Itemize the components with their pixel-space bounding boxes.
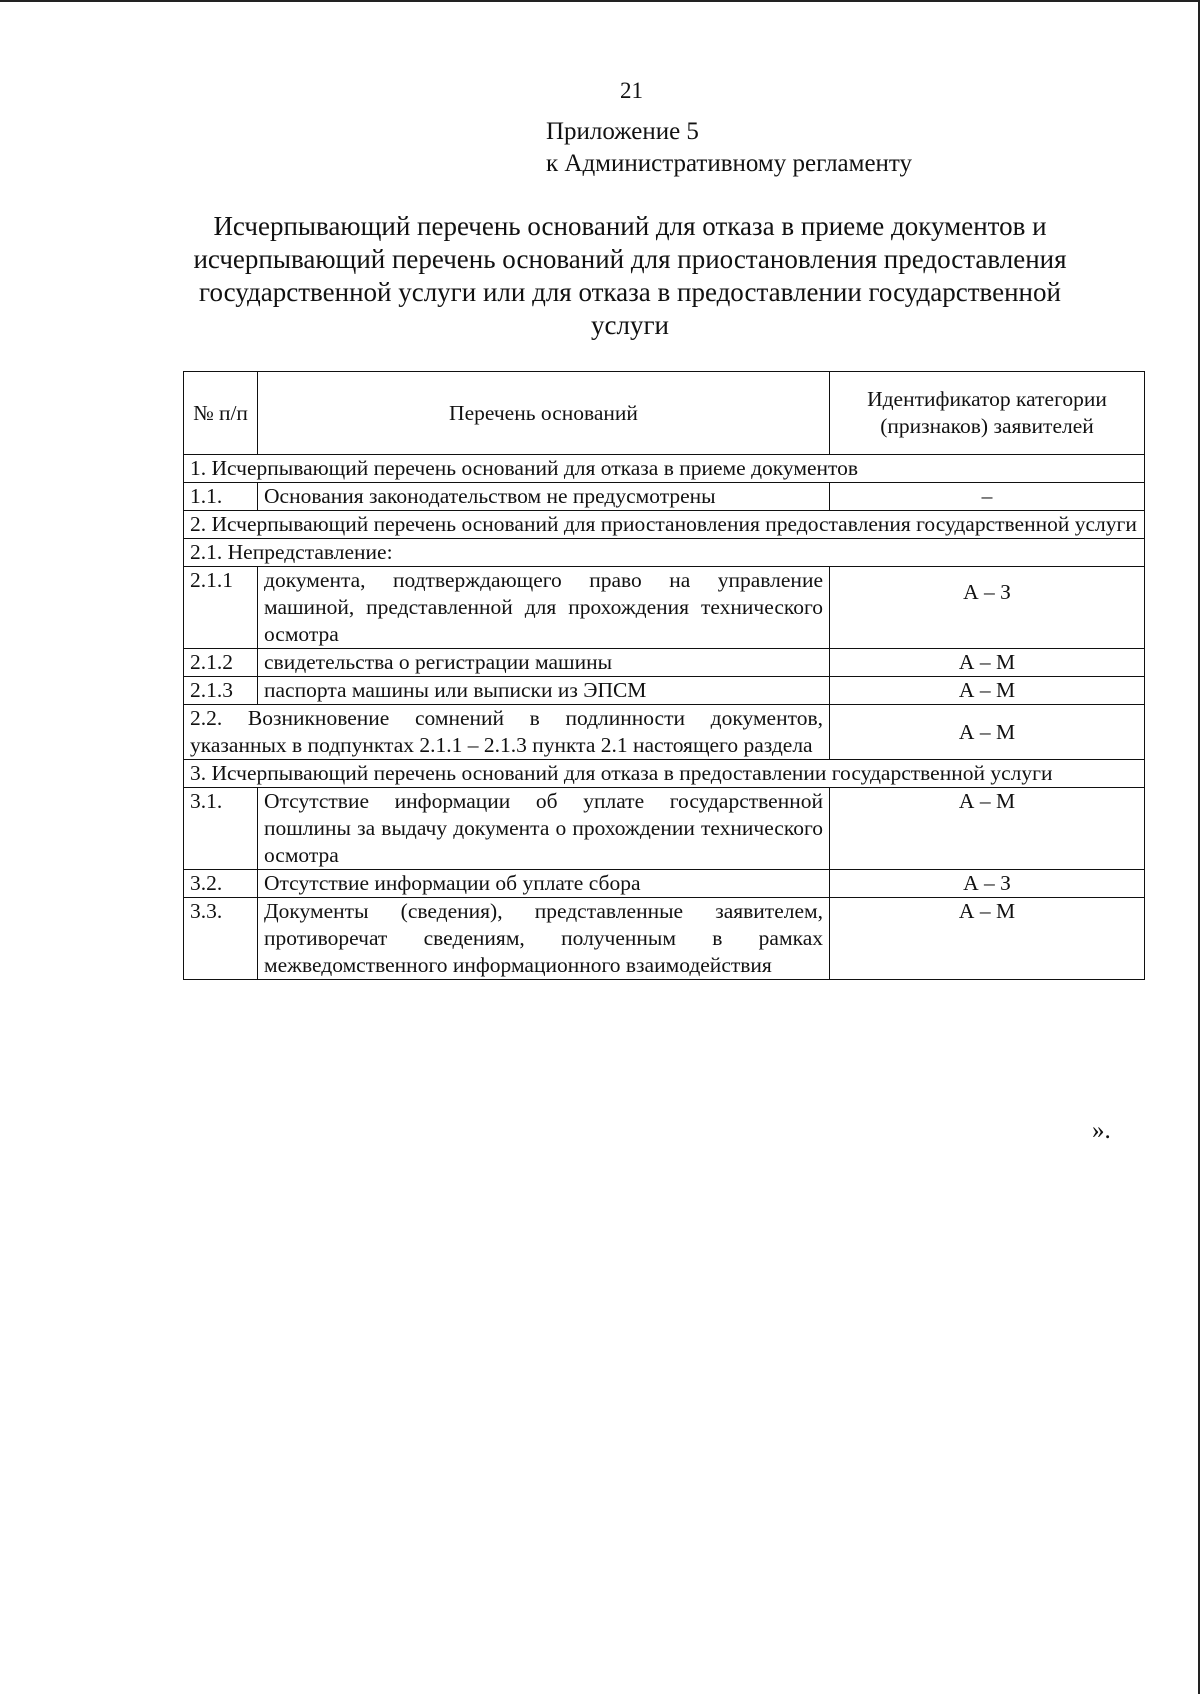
appendix-title: Приложение 5 xyxy=(546,118,699,145)
section-2-title: 2. Исчерпывающий перечень оснований для приостановления предоставления государственной услуги xyxy=(184,511,1145,539)
section-row xyxy=(184,455,1145,483)
row-num: 2.1.1 xyxy=(184,567,258,649)
row-reason: Документы (сведения), представленные заявителем, противоречат сведениям, полученным в рамках межведомственного информационного взаимодействия xyxy=(258,898,830,980)
row-category: А – З xyxy=(830,567,1145,649)
row-reason: документа, подтверждающего право на управление машиной, представленной для прохождения технического осмотра xyxy=(258,567,830,649)
row-category: А – М xyxy=(830,677,1145,705)
table-row xyxy=(184,705,1145,760)
page-number: 21 xyxy=(620,78,643,103)
row-num: 2.1.2 xyxy=(184,649,258,677)
grounds-table xyxy=(183,371,1145,980)
section-3-title: 3. Исчерпывающий перечень оснований для отказа в предоставлении государственной услуги xyxy=(184,760,1145,788)
row-reason: паспорта машины или выписки из ЭПСМ xyxy=(258,677,830,705)
row-category: – xyxy=(830,483,1145,511)
header-category: Идентификатор категории (признаков) заявителей xyxy=(830,372,1145,455)
section-1-title: 1. Исчерпывающий перечень оснований для отказа в приеме документов xyxy=(184,455,1145,483)
row-num: 3.2. xyxy=(184,870,258,898)
table-row xyxy=(184,788,1145,870)
table-row xyxy=(184,677,1145,705)
row-num: 2.1.3 xyxy=(184,677,258,705)
table-row xyxy=(184,898,1145,980)
header-num: № п/п xyxy=(184,372,258,455)
section-row xyxy=(184,511,1145,539)
closing-quote-mark: ». xyxy=(1092,1117,1111,1144)
appendix-subtitle: к Административному регламенту xyxy=(546,150,913,177)
document-heading: Исчерпывающий перечень оснований для отказа в приеме документов и исчерпывающий перечень оснований для приостановления предоставления государственной услуги или для отказа в предоставлении государственной услуги xyxy=(193,211,1067,340)
row-reason: свидетельства о регистрации машины xyxy=(258,649,830,677)
row-reason: Отсутствие информации об уплате государственной пошлины за выдачу документа о прохождении технического осмотра xyxy=(258,788,830,870)
table-row xyxy=(184,649,1145,677)
row-num: 1.1. xyxy=(184,483,258,511)
table-header-row xyxy=(184,372,1145,455)
table-row xyxy=(184,483,1145,511)
subsection-row xyxy=(184,539,1145,567)
scan-edge-top xyxy=(0,0,1200,2)
row-category: А – М xyxy=(830,898,1145,980)
row-category: А – М xyxy=(830,788,1145,870)
row-reason: Основания законодательством не предусмотрены xyxy=(258,483,830,511)
row-num: 3.3. xyxy=(184,898,258,980)
row-category: А – З xyxy=(830,870,1145,898)
header-reason: Перечень оснований xyxy=(258,372,830,455)
section-row xyxy=(184,760,1145,788)
subsection-2-1-title: 2.1. Непредставление: xyxy=(184,539,1145,567)
table-row xyxy=(184,567,1145,649)
table-row xyxy=(184,870,1145,898)
row-num: 3.1. xyxy=(184,788,258,870)
row-reason: Отсутствие информации об уплате сбора xyxy=(258,870,830,898)
row-reason: 2.2. Возникновение сомнений в подлинности документов, указанных в подпунктах 2.1.1 – 2.1.3 пункта 2.1 настоящего раздела xyxy=(184,705,830,760)
row-category: А – М xyxy=(830,705,1145,760)
row-category: А – М xyxy=(830,649,1145,677)
